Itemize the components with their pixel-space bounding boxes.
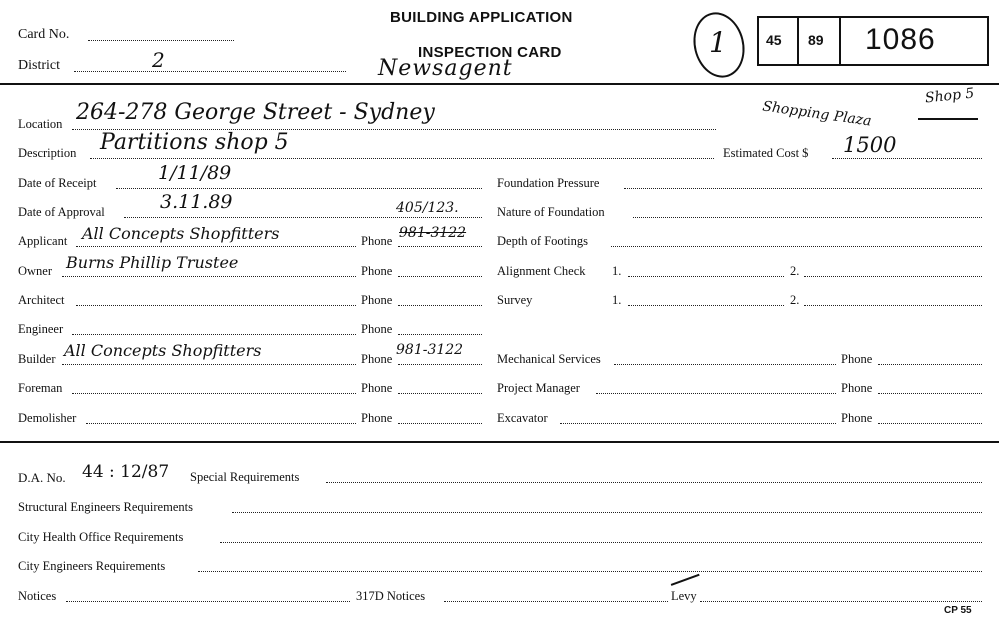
mechanical-services-phone-line[interactable] <box>878 364 982 365</box>
mechanical-services-label: Mechanical Services <box>497 352 601 366</box>
form-title-line2: INSPECTION CARD <box>418 44 562 61</box>
city-engineers-label: City Engineers Requirements <box>18 559 166 573</box>
box-cell-a <box>759 18 799 64</box>
location-note: Shopping Plaza <box>761 98 873 130</box>
foreman-line[interactable] <box>72 393 356 394</box>
foreman-phone-line[interactable] <box>398 393 482 394</box>
applicant-value: All Concepts Shopfitters <box>82 224 280 243</box>
alignment-check-line1[interactable] <box>628 276 784 277</box>
excavator-phone-line[interactable] <box>878 423 982 424</box>
description-value: Partitions shop 5 <box>100 130 289 155</box>
survey-label: Survey <box>497 293 533 307</box>
builder-phone-value: 981-3122 <box>396 342 464 358</box>
district-value: 2 <box>152 48 165 72</box>
engineer-phone-line[interactable] <box>398 334 482 335</box>
foreman-phone-label: Phone <box>361 381 393 395</box>
da-no-value: 44 : 12/87 <box>82 462 170 482</box>
engineer-phone-label: Phone <box>361 322 393 336</box>
card-no-line[interactable] <box>88 40 234 41</box>
city-engineers-line[interactable] <box>198 571 982 572</box>
estimated-cost-value: 1500 <box>843 133 897 157</box>
city-health-line[interactable] <box>220 542 982 543</box>
mechanical-services-phone-label: Phone <box>841 352 873 366</box>
date-of-approval-value: 3.11.89 <box>160 191 233 213</box>
applicant-line[interactable] <box>76 246 356 247</box>
project-manager-phone-label: Phone <box>841 381 873 395</box>
alignment-check-num1: 1. <box>612 264 622 278</box>
survey-num2: 2. <box>790 293 800 307</box>
description-label: Description <box>18 146 77 160</box>
demolisher-label: Demolisher <box>18 411 77 425</box>
survey-line1[interactable] <box>628 305 784 306</box>
applicant-phone-value: 981-3122 <box>399 225 467 241</box>
project-manager-phone-line[interactable] <box>878 393 982 394</box>
nature-of-foundation-label: Nature of Foundation <box>497 205 605 219</box>
applicant-label: Applicant <box>18 234 68 248</box>
location-value: 264-278 George Street - Sydney <box>76 100 435 125</box>
estimated-cost-line[interactable] <box>832 158 982 159</box>
project-manager-line[interactable] <box>596 393 836 394</box>
foreman-label: Foreman <box>18 381 63 395</box>
box-cell-b <box>799 18 841 64</box>
approval-reference: 405/123. <box>396 200 459 216</box>
builder-value: All Concepts Shopfitters <box>64 341 262 360</box>
box-cell-number <box>841 18 987 64</box>
owner-value: Burns Phillip Trustee <box>66 253 239 272</box>
date-of-approval-label: Date of Approval <box>18 205 105 219</box>
builder-phone-line[interactable] <box>398 364 482 365</box>
nature-of-foundation-line[interactable] <box>633 217 982 218</box>
survey-line2[interactable] <box>804 305 982 306</box>
notices-317d-label: 317D Notices <box>356 589 426 603</box>
architect-phone-label: Phone <box>361 293 393 307</box>
notices-line[interactable] <box>66 601 350 602</box>
structural-engineers-label: Structural Engineers Requirements <box>18 500 193 514</box>
date-of-receipt-value: 1/11/89 <box>158 162 232 184</box>
excavator-phone-label: Phone <box>841 411 873 425</box>
card-no-label: Card No. <box>18 27 70 42</box>
alignment-check-line2[interactable] <box>804 276 982 277</box>
header-divider <box>0 83 999 85</box>
depth-of-footings-line[interactable] <box>611 246 982 247</box>
date-of-receipt-line[interactable] <box>116 188 482 189</box>
depth-of-footings-label: Depth of Footings <box>497 234 588 248</box>
owner-phone-line[interactable] <box>398 276 482 277</box>
foundation-pressure-label: Foundation Pressure <box>497 176 600 190</box>
circled-number: 1 <box>709 26 727 59</box>
project-manager-label: Project Manager <box>497 381 580 395</box>
form-title-line1: BUILDING APPLICATION <box>390 9 573 26</box>
location-note-underline <box>918 118 978 120</box>
builder-line[interactable] <box>62 364 356 365</box>
location-label: Location <box>18 117 63 131</box>
date-of-approval-line[interactable] <box>124 217 482 218</box>
district-line[interactable] <box>74 71 346 72</box>
excavator-line[interactable] <box>560 423 836 424</box>
district-label: District <box>18 58 60 73</box>
location-note2: Shop 5 <box>924 85 976 107</box>
special-requirements-label: Special Requirements <box>190 470 300 484</box>
description-line[interactable] <box>90 158 714 159</box>
alignment-check-label: Alignment Check <box>497 264 586 278</box>
form-code: CP 55 <box>944 605 972 616</box>
architect-phone-line[interactable] <box>398 305 482 306</box>
notices-label: Notices <box>18 589 57 603</box>
architect-label: Architect <box>18 293 65 307</box>
foundation-pressure-line[interactable] <box>624 188 982 189</box>
levy-label: Levy <box>671 589 697 603</box>
da-no-label: D.A. No. <box>18 470 66 485</box>
owner-label: Owner <box>18 264 53 278</box>
excavator-label: Excavator <box>497 411 548 425</box>
card-number-box <box>757 16 989 66</box>
owner-phone-label: Phone <box>361 264 393 278</box>
main-divider <box>0 441 999 443</box>
engineer-line[interactable] <box>72 334 356 335</box>
applicant-phone-line[interactable] <box>398 246 482 247</box>
notices-317d-line[interactable] <box>444 601 668 602</box>
special-requirements-line[interactable] <box>326 482 982 483</box>
demolisher-phone-label: Phone <box>361 411 393 425</box>
box-number-value: 1086 <box>865 23 936 56</box>
builder-phone-label: Phone <box>361 352 393 366</box>
builder-label: Builder <box>18 352 56 366</box>
alignment-check-num2: 2. <box>790 264 800 278</box>
structural-engineers-line[interactable] <box>232 512 982 513</box>
demolisher-line[interactable] <box>86 423 356 424</box>
engineer-label: Engineer <box>18 322 64 336</box>
handwritten-newsagent: Newsagent <box>378 56 513 81</box>
levy-strike-mark <box>671 574 700 586</box>
box-b-value: 89 <box>808 32 824 48</box>
box-a-value: 45 <box>766 32 782 48</box>
estimated-cost-label: Estimated Cost $ <box>723 146 809 160</box>
levy-line[interactable] <box>700 601 982 602</box>
survey-num1: 1. <box>612 293 622 307</box>
owner-line[interactable] <box>62 276 356 277</box>
architect-line[interactable] <box>76 305 356 306</box>
demolisher-phone-line[interactable] <box>398 423 482 424</box>
city-health-label: City Health Office Requirements <box>18 530 184 544</box>
applicant-phone-label: Phone <box>361 234 393 248</box>
date-of-receipt-label: Date of Receipt <box>18 176 97 190</box>
mechanical-services-line[interactable] <box>614 364 836 365</box>
